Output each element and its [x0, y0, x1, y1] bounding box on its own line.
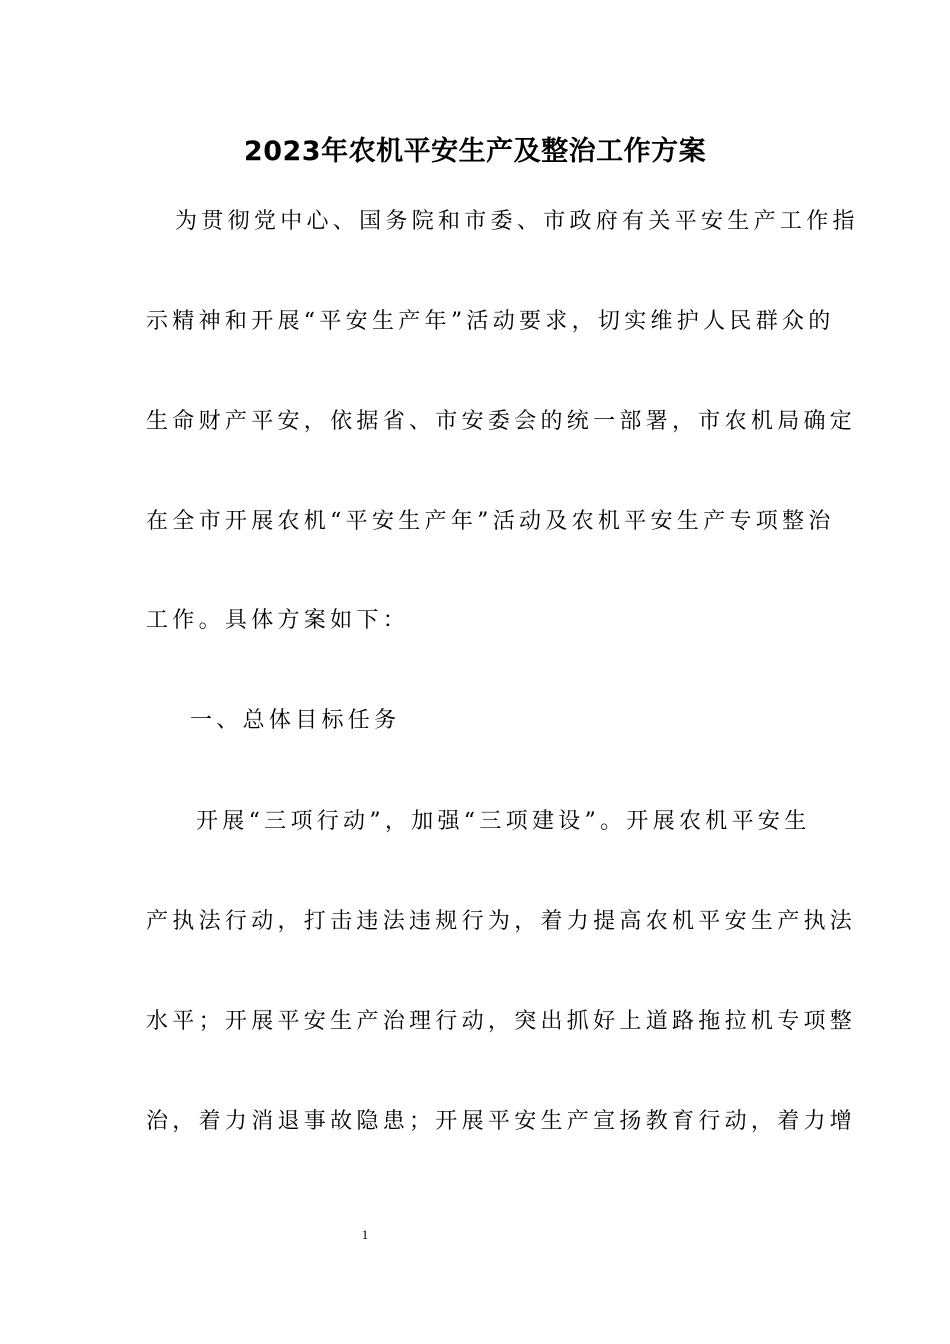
- paragraph-line: 示精神和开展“平安生产年”活动要求，切实维护人民群众的: [146, 309, 835, 334]
- paragraph-line: 水平；开展平安生产治理行动，突出抓好上道路拖拉机专项整: [146, 1009, 857, 1034]
- paragraph-line: 工作。具体方案如下：: [146, 608, 410, 633]
- paragraph-line: 为贯彻党中心、国务院和市委、市政府有关平安生产工作指: [175, 209, 859, 234]
- page-number: 1: [361, 1227, 369, 1242]
- paragraph-line: 开展“三项行动”，加强“三项建设”。开展农机平安生: [196, 809, 811, 834]
- section-heading: 一、总体目标任务: [190, 708, 401, 733]
- paragraph-line: 生命财产平安，依据省、市安委会的统一部署，市农机局确定: [146, 409, 857, 434]
- paragraph-line: 产执法行动，打击违法违规行为，着力提高农机平安生产执法: [146, 909, 857, 934]
- paragraph-line: 治，着力消退事故隐患；开展平安生产宣扬教育行动，着力增: [146, 1109, 857, 1134]
- document-title: 2023年农机平安生产及整治工作方案: [243, 136, 707, 167]
- paragraph-line: 在全市开展农机“平安生产年”活动及农机平安生产专项整治: [146, 509, 835, 534]
